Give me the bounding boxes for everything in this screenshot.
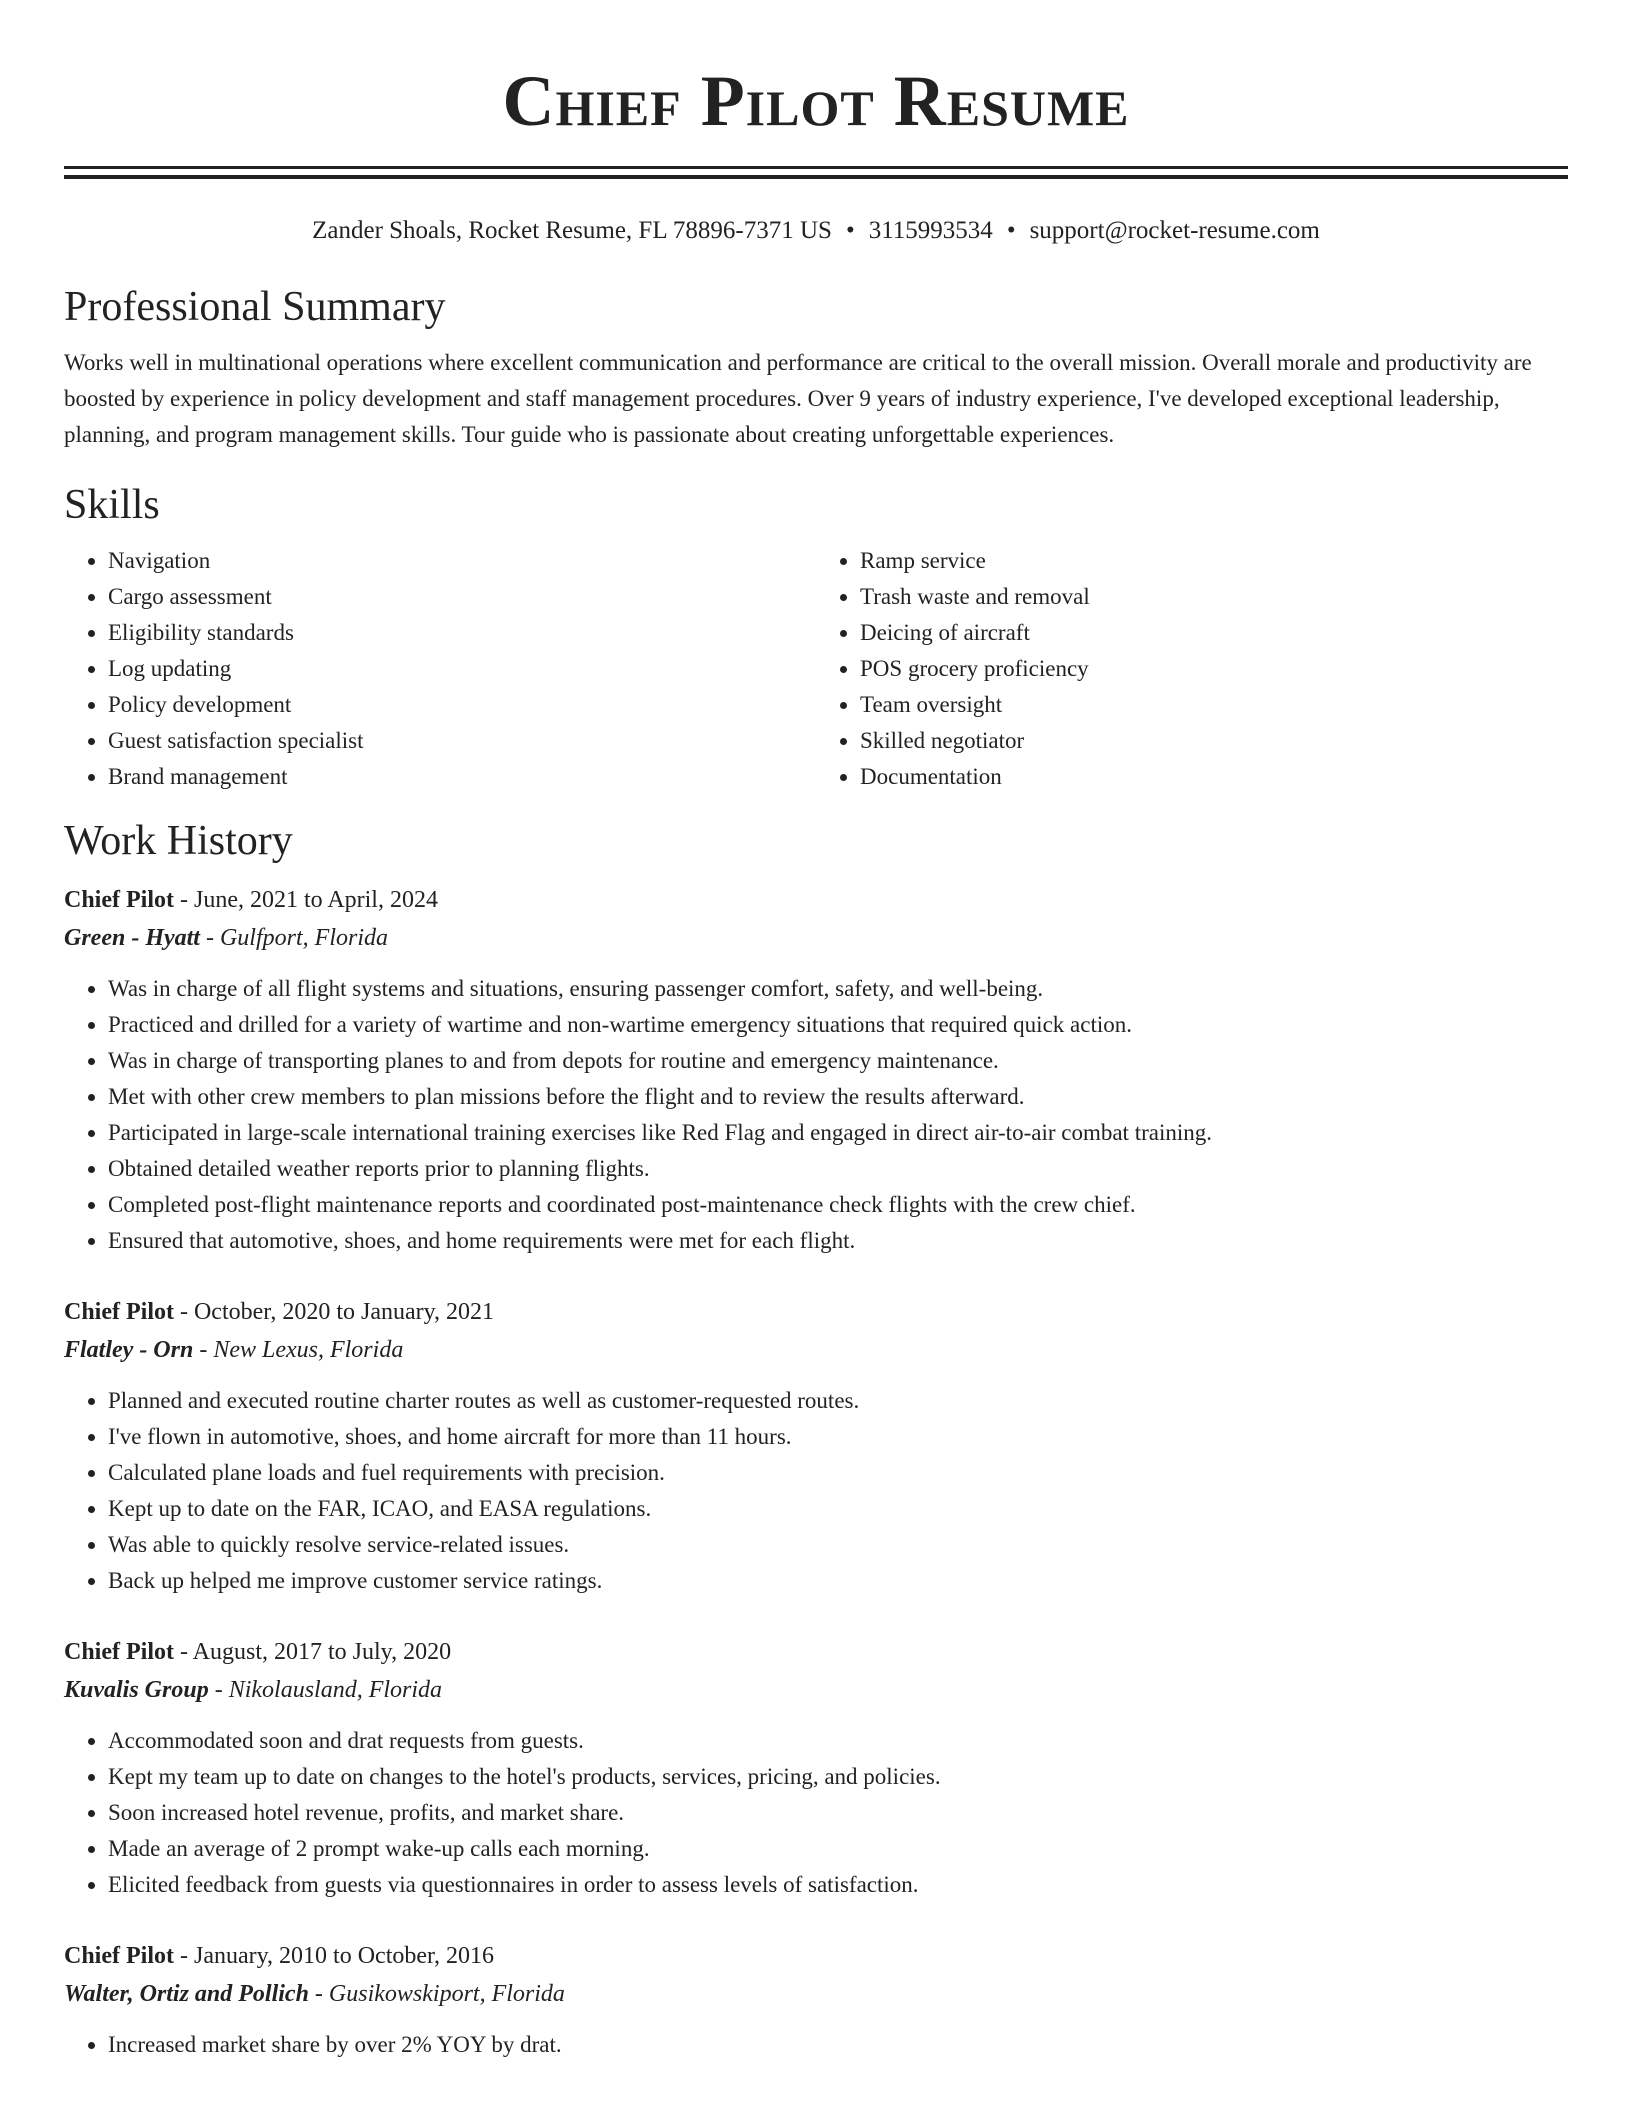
skill-item: • Navigation [108,543,816,579]
job-dates: - June, 2021 to April, 2024 [173,887,438,913]
job-company: Flatley - Orn [64,1337,194,1363]
job-duty: • Made an average of 2 prompt wake-up calls each morning. [108,1831,1568,1867]
job-title-line [64,881,1568,919]
job-duty: • I've flown in automotive, shoes, and home aircraft for more than 11 hours. [108,1419,1568,1455]
job-role: Chief Pilot [64,1639,174,1665]
job-entry [64,881,1568,1259]
job-employer-line [64,1671,1568,1709]
job-duty: • Was in charge of all flight systems and situations, ensuring passenger comfort, safety, and well-being. [108,971,1568,1007]
skill-item: • POS grocery proficiency [860,651,1568,687]
skills-list-right [816,543,1568,795]
job-company: Green - Hyatt [64,925,200,951]
contact-address: Zander Shoals, Rocket Resume, FL 78896-7371 US [312,217,832,244]
contact-separator: • [1006,217,1016,244]
skill-item: • Policy development [108,687,816,723]
skills-section [64,479,1568,795]
page-title: Chief Pilot Resume [502,61,1130,141]
job-duty: • Participated in large-scale international training exercises like Red Flag and engaged in direct air-to-air combat training. [108,1115,1568,1151]
job-duty: • Kept my team up to date on changes to the hotel's products, services, pricing, and policies. [108,1759,1568,1795]
job-title-line [64,1937,1568,1975]
job-title-line [64,1293,1568,1331]
job-entry [64,1633,1568,1903]
title-divider [64,166,1568,179]
job-employer-line [64,919,1568,957]
job-company: Walter, Ortiz and Pollich [64,1981,309,2007]
contact-line [64,215,1568,247]
job-employer-line [64,1331,1568,1369]
job-location: - Nikolausland, Florida [208,1677,443,1703]
skill-item: • Documentation [860,759,1568,795]
skills-columns [64,543,1568,795]
job-location: - Gusikowskiport, Florida [308,1981,565,2007]
job-duties-list [64,1383,1568,1599]
contact-email: support@rocket-resume.com [1029,217,1320,244]
job-dates: - January, 2010 to October, 2016 [173,1943,495,1969]
summary-heading: Professional Summary [64,284,446,330]
skill-item: • Trash waste and removal [860,579,1568,615]
job-role: Chief Pilot [64,887,174,913]
contact-separator: • [845,217,855,244]
summary-text: Works well in multinational operations where excellent communication and performance are critical to the overall mission. Overall morale and productivity are boosted by experience in policy development and staff management procedures. Over 9 years of industry experience, I've developed exceptional leadership, planning, and program management skills. Tour guide who is passionate about creating unforgettable experiences. [64,350,1532,447]
job-duty: • Completed post-flight maintenance reports and coordinated post-maintenance check flights with the crew chief. [108,1187,1568,1223]
job-location: - Gulfport, Florida [199,925,388,951]
skill-item: • Ramp service [860,543,1568,579]
skills-heading: Skills [64,482,160,528]
summary-section [64,281,1568,453]
skill-item: • Team oversight [860,687,1568,723]
job-duty: • Calculated plane loads and fuel requirements with precision. [108,1455,1568,1491]
skills-list-left [64,543,816,795]
job-duty: • Was in charge of transporting planes to and from depots for routine and emergency maintenance. [108,1043,1568,1079]
job-dates: - August, 2017 to July, 2020 [173,1639,452,1665]
job-role: Chief Pilot [64,1943,174,1969]
job-employer-line [64,1975,1568,2013]
work-history-section [64,815,1568,2063]
job-dates: - October, 2020 to January, 2021 [173,1299,495,1325]
skill-item: • Skilled negotiator [860,723,1568,759]
job-duty: • Back up helped me improve customer service ratings. [108,1563,1568,1599]
work-history-heading: Work History [64,818,293,864]
job-duty: • Elicited feedback from guests via questionnaires in order to assess levels of satisfaction. [108,1867,1568,1903]
job-role: Chief Pilot [64,1299,174,1325]
job-title-line [64,1633,1568,1671]
job-duty: • Was able to quickly resolve service-related issues. [108,1527,1568,1563]
skill-item: • Eligibility standards [108,615,816,651]
job-location: - New Lexus, Florida [193,1337,404,1363]
skill-item: • Brand management [108,759,816,795]
job-duty: • Soon increased hotel revenue, profits, and market share. [108,1795,1568,1831]
job-duty: • Increased market share by over 2% YOY by drat. [108,2027,1568,2063]
job-duty: • Obtained detailed weather reports prior to planning flights. [108,1151,1568,1187]
job-entry [64,1937,1568,2063]
skill-item: • Log updating [108,651,816,687]
job-duty: • Kept up to date on the FAR, ICAO, and EASA regulations. [108,1491,1568,1527]
job-duty: • Planned and executed routine charter routes as well as customer-requested routes. [108,1383,1568,1419]
job-duties-list [64,1723,1568,1903]
job-company: Kuvalis Group [64,1677,209,1703]
skill-item: • Guest satisfaction specialist [108,723,816,759]
job-duty: • Ensured that automotive, shoes, and home requirements were met for each flight. [108,1223,1568,1259]
contact-phone: 3115993534 [868,217,993,244]
skill-item: • Cargo assessment [108,579,816,615]
job-duty: • Accommodated soon and drat requests from guests. [108,1723,1568,1759]
job-duty: • Met with other crew members to plan missions before the flight and to review the results afterward. [108,1079,1568,1115]
job-duties-list [64,971,1568,1259]
job-duties-list [64,2027,1568,2063]
skill-item: • Deicing of aircraft [860,615,1568,651]
job-duty: • Practiced and drilled for a variety of wartime and non-wartime emergency situations that required quick action. [108,1007,1568,1043]
job-entry [64,1293,1568,1599]
